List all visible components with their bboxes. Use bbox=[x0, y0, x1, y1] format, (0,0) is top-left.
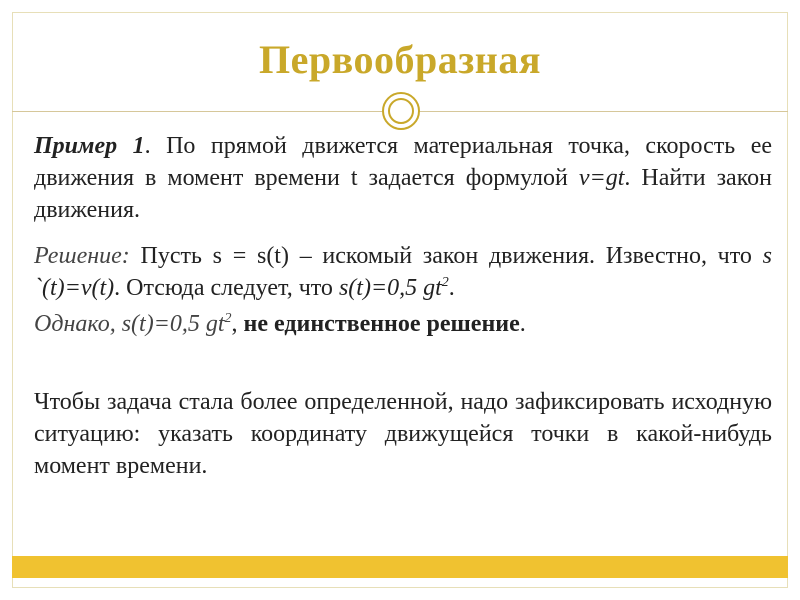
solution-formula-a: s `(t)=v(t) bbox=[34, 243, 772, 301]
example-text-a: . По прямой движется материальная точка, скорость ее движения в момент времени t задается формулой bbox=[34, 133, 772, 191]
solution-text-a: Пусть s = s(t) – искомый закон движения. Известно, что bbox=[129, 243, 763, 269]
however-exponent: 2 bbox=[224, 311, 232, 326]
bottom-accent-bar bbox=[12, 556, 788, 578]
however-paragraph bbox=[34, 308, 772, 340]
solution-text-c: . bbox=[448, 275, 455, 301]
example-paragraph bbox=[34, 130, 772, 226]
solution-exponent: 2 bbox=[441, 275, 449, 290]
however-bold: не единственное решение bbox=[237, 311, 520, 337]
solution-label: Решение: bbox=[34, 243, 130, 269]
however-tail: . bbox=[519, 311, 526, 337]
however-comma: , bbox=[231, 311, 238, 337]
solution-formula-b: s(t)=0,5 gt bbox=[338, 275, 442, 301]
however-lead: Однако, s(t)=0,5 gt bbox=[34, 311, 225, 337]
solution-paragraph bbox=[34, 240, 772, 304]
example-text-b: . Найти закон движения. bbox=[34, 165, 772, 223]
example-label: Пример 1 bbox=[34, 133, 145, 159]
solution-text-b: . Отсюда следует, что bbox=[114, 275, 339, 301]
slide-title: Первообразная bbox=[259, 37, 541, 82]
circle-ornament-icon bbox=[382, 92, 420, 130]
conclusion-paragraph: Чтобы задача стала более определенной, надо зафиксировать исходную ситуацию: указать координату движущейся точки в какой-нибудь момент времени. bbox=[34, 389, 772, 479]
example-formula: v=gt bbox=[578, 165, 625, 191]
circle-ornament-inner bbox=[388, 98, 414, 124]
